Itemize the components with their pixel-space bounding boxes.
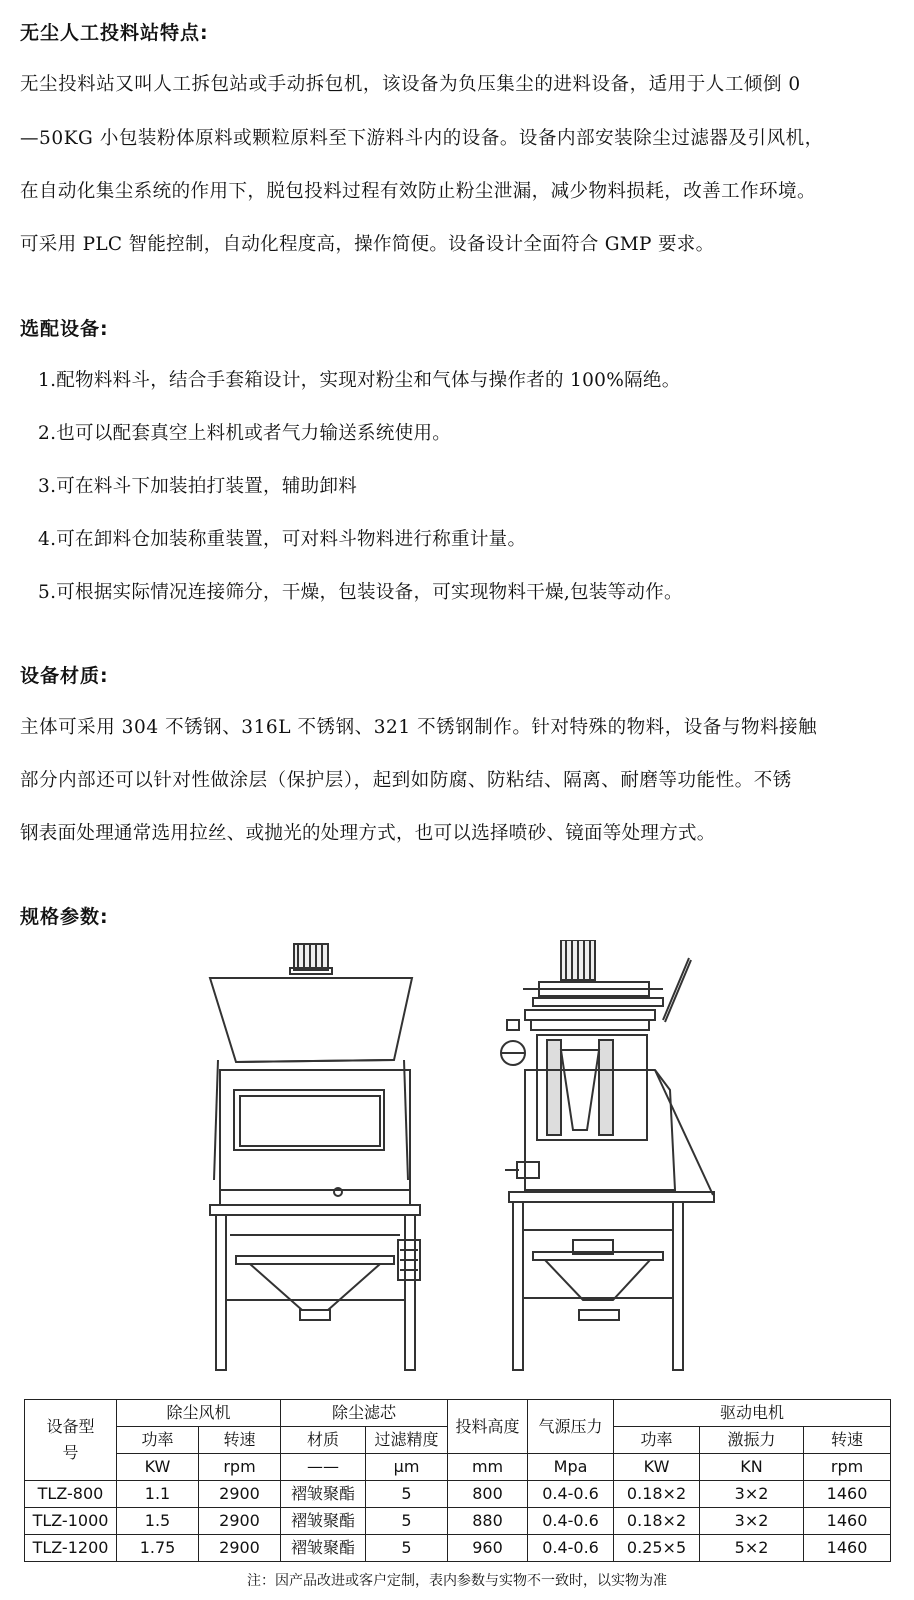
table-cell: 褶皱聚酯 bbox=[281, 1535, 366, 1562]
table-cell: 960 bbox=[448, 1535, 528, 1562]
features-line-3: 在自动化集尘系统的作用下，脱包投料过程有效防止粉尘泄漏，减少物料损耗，改善工作环境。 bbox=[20, 181, 816, 202]
table-cell: 褶皱聚酯 bbox=[281, 1508, 366, 1535]
table-header-row-1 bbox=[25, 1400, 891, 1427]
table-cell: 1460 bbox=[804, 1508, 891, 1535]
options-title: 选配设备: bbox=[20, 318, 109, 340]
subheader-fan-speed: 转速 bbox=[199, 1427, 281, 1454]
table-cell: 5 bbox=[366, 1481, 448, 1508]
features-line-1: 无尘投料站又叫人工拆包站或手动拆包机，该设备为负压集尘的进料设备，适用于人工倾倒 0 bbox=[20, 74, 801, 95]
table-cell: TLZ-1200 bbox=[25, 1535, 117, 1562]
table-cell: 0.25×5 bbox=[614, 1535, 700, 1562]
table-cell: 5 bbox=[366, 1508, 448, 1535]
table-cell: 1.75 bbox=[117, 1535, 199, 1562]
unit-cell: KW bbox=[614, 1454, 700, 1481]
subheader-motor-speed: 转速 bbox=[804, 1427, 891, 1454]
header-motor: 驱动电机 bbox=[614, 1400, 891, 1427]
table-cell: 2900 bbox=[199, 1535, 281, 1562]
table-cell: 0.4-0.6 bbox=[528, 1481, 614, 1508]
header-fan: 除尘风机 bbox=[117, 1400, 281, 1427]
material-line-1: 主体可采用 304 不锈钢、316L 不锈钢、321 不锈钢制作。针对特殊的物料，设备与物料接触 bbox=[20, 717, 818, 738]
table-row bbox=[25, 1535, 891, 1562]
unit-cell: Mpa bbox=[528, 1454, 614, 1481]
options-item-4: 4.可在卸料仓加装称重装置，可对料斗物料进行称重计量。 bbox=[38, 529, 527, 550]
table-units-row bbox=[25, 1454, 891, 1481]
table-cell: 0.18×2 bbox=[614, 1508, 700, 1535]
side-view-drawing bbox=[495, 940, 735, 1375]
table-cell: 3×2 bbox=[700, 1508, 804, 1535]
subheader-motor-force: 激振力 bbox=[700, 1427, 804, 1454]
table-cell: 3×2 bbox=[700, 1481, 804, 1508]
material-line-3: 钢表面处理通常选用拉丝、或抛光的处理方式，也可以选择喷砂、镜面等处理方式。 bbox=[20, 823, 716, 844]
table-cell: 5×2 bbox=[700, 1535, 804, 1562]
features-line-4: 可采用 PLC 智能控制，自动化程度高，操作简便。设备设计全面符合 GMP 要求。 bbox=[20, 234, 715, 255]
table-cell: 2900 bbox=[199, 1481, 281, 1508]
table-cell: 0.18×2 bbox=[614, 1481, 700, 1508]
material-title: 设备材质: bbox=[20, 665, 109, 687]
header-filter: 除尘滤芯 bbox=[281, 1400, 448, 1427]
options-item-5: 5.可根据实际情况连接筛分，干燥，包装设备，可实现物料干燥,包装等动作。 bbox=[38, 582, 683, 603]
table-cell: TLZ-1000 bbox=[25, 1508, 117, 1535]
options-item-1: 1.配物料料斗，结合手套箱设计，实现对粉尘和气体与操作者的 100%隔绝。 bbox=[38, 370, 681, 391]
header-feed-height: 投料高度 bbox=[448, 1400, 528, 1454]
table-footnote: 注：因产品改进或客户定制，表内参数与实物不一致时，以实物为准 bbox=[247, 1573, 667, 1589]
table-cell: 1.1 bbox=[117, 1481, 199, 1508]
table-cell: 880 bbox=[448, 1508, 528, 1535]
options-item-3: 3.可在料斗下加装拍打装置，辅助卸料 bbox=[38, 476, 358, 497]
unit-cell: rpm bbox=[804, 1454, 891, 1481]
table-cell: 0.4-0.6 bbox=[528, 1535, 614, 1562]
table-cell: TLZ-800 bbox=[25, 1481, 117, 1508]
unit-cell: —— bbox=[281, 1454, 366, 1481]
options-item-2: 2.也可以配套真空上料机或者气力输送系统使用。 bbox=[38, 423, 452, 444]
table-cell: 1.5 bbox=[117, 1508, 199, 1535]
unit-cell: KW bbox=[117, 1454, 199, 1481]
unit-cell: mm bbox=[448, 1454, 528, 1481]
header-air-pressure: 气源压力 bbox=[528, 1400, 614, 1454]
front-view-drawing bbox=[200, 940, 440, 1375]
table-cell: 褶皱聚酯 bbox=[281, 1481, 366, 1508]
table-cell: 1460 bbox=[804, 1481, 891, 1508]
features-line-2: —50KG 小包装粉体原料或颗粒原料至下游料斗内的设备。设备内部安装除尘过滤器及引风机， bbox=[20, 128, 824, 149]
table-cell: 5 bbox=[366, 1535, 448, 1562]
table-cell: 1460 bbox=[804, 1535, 891, 1562]
material-line-2: 部分内部还可以针对性做涂层（保护层），起到如防腐、防粘结、隔离、耐磨等功能性。不锈 bbox=[20, 770, 792, 791]
table-cell: 0.4-0.6 bbox=[528, 1508, 614, 1535]
features-title: 无尘人工投料站特点: bbox=[20, 22, 209, 44]
spec-table bbox=[24, 1399, 891, 1562]
table-row bbox=[25, 1508, 891, 1535]
table-cell: 800 bbox=[448, 1481, 528, 1508]
unit-cell: μm bbox=[366, 1454, 448, 1481]
specs-title: 规格参数: bbox=[20, 906, 109, 928]
subheader-filter-precision: 过滤精度 bbox=[366, 1427, 448, 1454]
subheader-motor-power: 功率 bbox=[614, 1427, 700, 1454]
table-row bbox=[25, 1481, 891, 1508]
subheader-filter-material: 材质 bbox=[281, 1427, 366, 1454]
header-model: 设备型号 bbox=[25, 1400, 117, 1481]
subheader-fan-power: 功率 bbox=[117, 1427, 199, 1454]
unit-cell: KN bbox=[700, 1454, 804, 1481]
unit-cell: rpm bbox=[199, 1454, 281, 1481]
table-cell: 2900 bbox=[199, 1508, 281, 1535]
